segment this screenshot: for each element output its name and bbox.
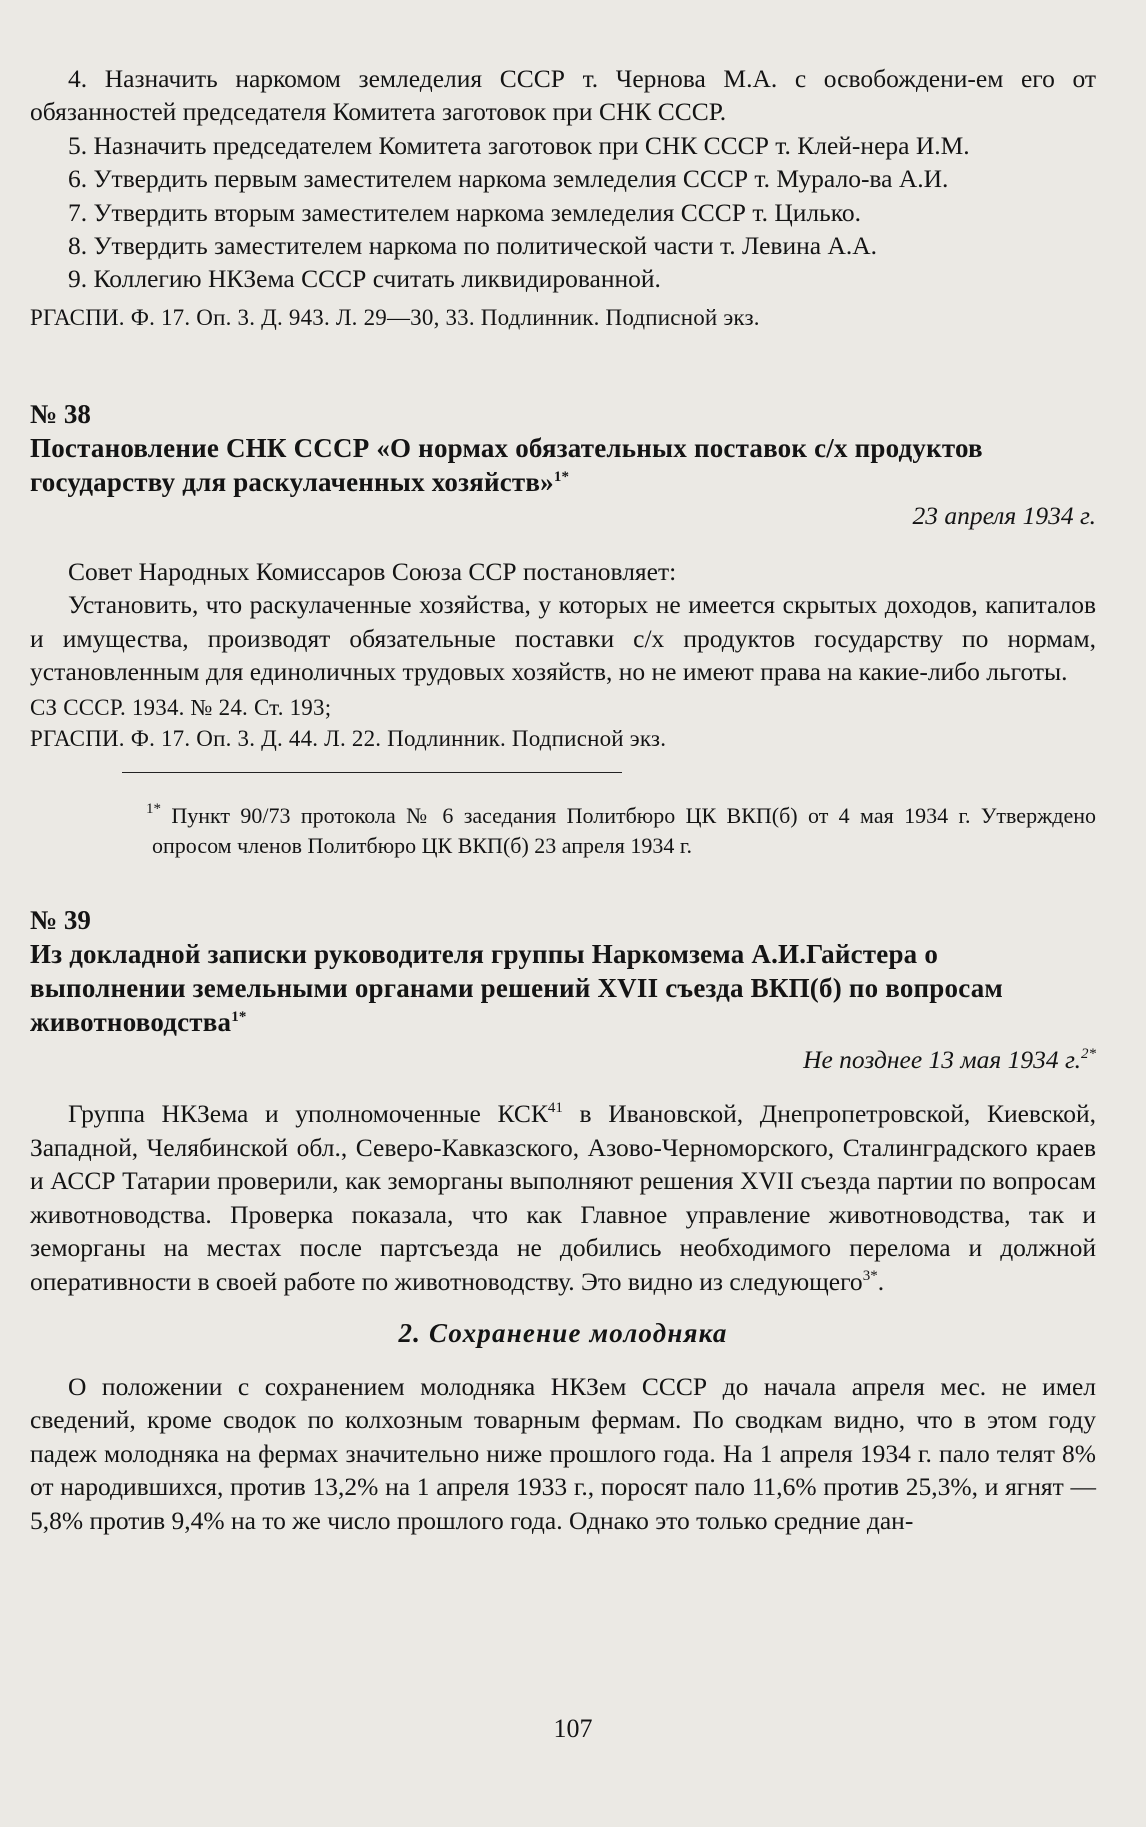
archive-source: РГАСПИ. Ф. 17. Оп. 3. Д. 943. Л. 29—30, 33. Подлинник. Подписной экз. xyxy=(30,304,760,330)
paragraph: Совет Народных Комиссаров Союза ССР постановляет: xyxy=(68,556,677,586)
paragraph: Установить, что раскулаченные хозяйства, у которых не имеется скрытых доходов, капиталов и имущества, производят обязательные поставки с/х продуктов государству по нормам, установленным для единоличных трудовых хозяйств, но не имеют права на какие-либо льготы. xyxy=(30,590,1096,687)
footnote-ref: 3* xyxy=(862,1267,878,1284)
document-title-38: Постановление СНК СССР «О нормах обязательных поставок с/х продуктов государству для раскулаченных хозяйств»$^{1*}$ xyxy=(30,432,983,497)
document-number-39: № 39 xyxy=(30,905,91,936)
decree-item-6: 6. Утвердить первым заместителем наркома земледелия СССР т. Мурало-ва А.И. xyxy=(68,164,949,194)
decree-item-7: 7. Утвердить вторым заместителем наркома земледелия СССР т. Цилько. xyxy=(68,197,861,227)
decree-item-4: 4. Назначить наркомом земледелия СССР т. Чернова М.А. с освобождени-ем его от обязанностей председателя Комитета заготовок при СНК СССР. xyxy=(30,64,1096,127)
document-title-39: Из докладной записки руководителя группы Наркомзема А.И.Гайстера о выполнении земельными органами решений XVII съезда ВКП(б) по вопросам животноводства$^{1*}$ xyxy=(30,939,1004,1038)
footnote-ref: 1* xyxy=(553,468,570,485)
footnote-ref: 1* xyxy=(231,1009,247,1026)
document-number-38: № 38 xyxy=(30,398,91,429)
document-page xyxy=(30,62,1096,1537)
document-date-38: 23 апреля 1934 г. xyxy=(912,500,1096,530)
archive-source: РГАСПИ. Ф. 17. Оп. 3. Д. 44. Л. 22. Подлинник. Подписной экз. xyxy=(30,726,667,752)
paragraph: О положении с сохранением молодняка НКЗем СССР до начала апреля мес. не имел сведений, кроме сводок по колхозным товарным фермам. По сводкам видно, что в этом году падеж молодняка на фермах значительно ниже прошлого года. На 1 апреля 1934 г. пало телят 8% от народившихся, против 13,2% на 1 апреля 1933 г., поросят пало 11,6% против 25,3%, и ягнят — 5,8% против 9,4% на то же число прошлого года. Однако это только средние дан- xyxy=(30,1371,1096,1535)
footnote-marker: 1* xyxy=(146,801,161,818)
footnote-ref: 2* xyxy=(1081,1046,1096,1063)
document-date-39: Не позднее 13 мая 1934 г.$^{2*}$ xyxy=(803,1045,1096,1075)
publication-source: СЗ СССР. 1934. № 24. Ст. 193; xyxy=(30,695,332,721)
decree-item-9: 9. Коллегию НКЗема СССР считать ликвидированной. xyxy=(68,264,661,294)
footnote: $^{1*}$ Пункт 90/73 протокола № 6 заседания Политбюро ЦК ВКП(б) от 4 мая 1934 г. Утверждено опросом членов Политбюро ЦК ВКП(б) 23 апреля 1934 г. xyxy=(146,801,1096,859)
section-heading: 2. Сохранение молодняка xyxy=(398,1317,728,1348)
page-number: 107 xyxy=(553,1714,593,1743)
decree-item-8: 8. Утвердить заместителем наркома по политической части т. Левина А.А. xyxy=(68,231,878,261)
decree-item-5: 5. Назначить председателем Комитета заготовок при СНК СССР т. Клей-нера И.М. xyxy=(68,130,970,160)
footnote-ref: 41 xyxy=(547,1100,563,1117)
paragraph: Группа НКЗема и уполномоченные КСК$^{41}$ в Ивановской, Днепропетровской, Киевской, Западной, Челябинской обл., Северо-Кавказского, Азово-Черноморского, Сталинградского краев и АССР Татарии проверили, как земорганы выполняют решения XVII съезда партии по вопросам животноводства. Проверка показала, что как Главное управление животноводства, так и земорганы на местах после партсъезда не добились необходимого перелома и должной оперативности в своей работе по животноводству. Это видно из следующего$^{3*}$. xyxy=(30,1099,1096,1296)
